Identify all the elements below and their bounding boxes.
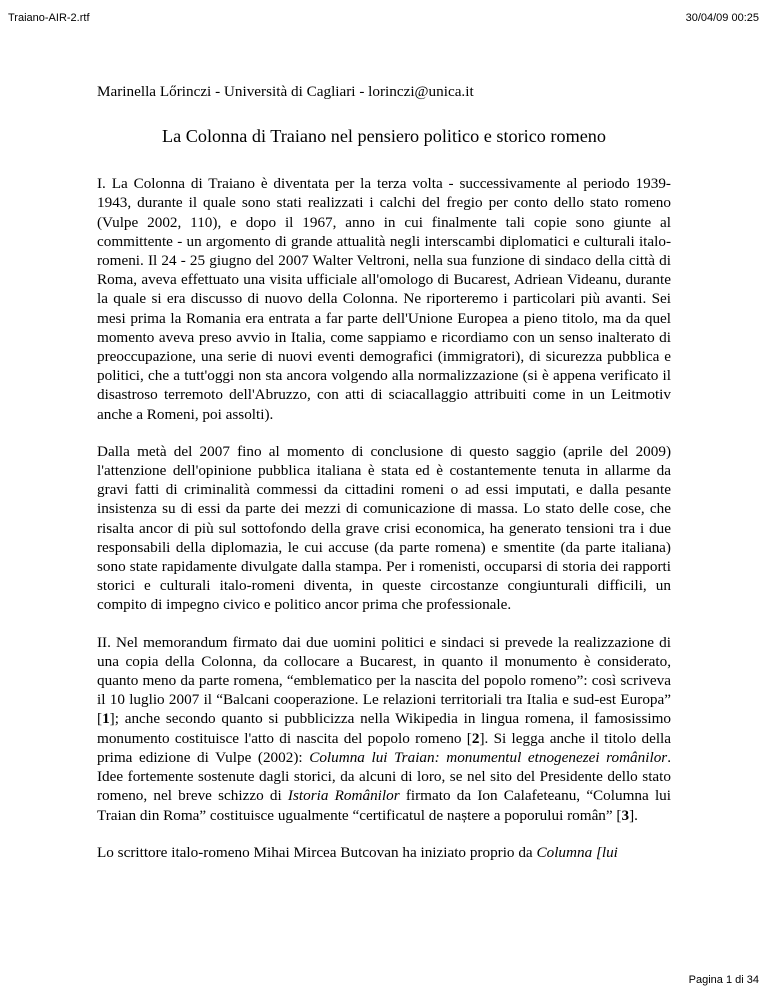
header-filename: Traiano-AIR-2.rtf [8, 12, 90, 24]
paragraph-1: I. La Colonna di Traiano è diventata per la terza volta - successivamente al periodo 1939-1943, durante il quale sono stati realizzati i calchi del fregio per conto dello stato romeno (Vulpe 2002, 110), e dopo il 1967, anno in cui finalmente tali copie sono giunte al committente - un argomento di grande attualità negli interscambi diplomatici e culturali italo-romeni. Il 24 - 25 giugno del 2007 Walter Veltroni, nella sua funzione di sindaco della città di Roma, aveva effettuato una visita ufficiale all'omologo di Bucarest, Adriean Videanu, durante la quale si era discusso di nuovo della Colonna. Ne riporteremo i particolari più avanti. Sei mesi prima la Romania era entrata a far parte dell'Unione Europea a pieno titolo, ma da quel momento aveva preso avvio in Italia, come sappiamo e ricordiamo con un senso inalterato di preoccupazione, una serie di nuovi eventi demografici (immigratori), di sicurezza pubblica e politici, che a tutt'oggi non sta ancora volgendo alla normalizzazione (si è appena verificato il disastroso terremoto dell'Abruzzo, con atti di sciacallaggio attribuiti come in un Leitmotiv anche a Romeni, poi assolti). [97, 175, 671, 423]
reference-marker: 2 [471, 729, 480, 747]
document-title: La Colonna di Traiano nel pensiero politico e storico romeno [162, 126, 606, 147]
italic-title: Columna lui Traian: monumentul etnogenezei românilor [309, 748, 668, 766]
reference-marker: 3 [621, 806, 630, 824]
print-header [0, 0, 768, 26]
text-run: Lo scrittore italo-romeno Mihai Mircea Butcovan ha iniziato proprio da [97, 843, 537, 861]
text-run: . Idee fortemente sostenute dagli storici, da alcuni di loro, se nel sito del Presidente dello stato romeno, nel breve schizzo di [97, 748, 671, 805]
page-number: Pagina 1 di 34 [688, 974, 759, 986]
paragraph-2: Dalla metà del 2007 fino al momento di conclusione di questo saggio (aprile del 2009) l'attenzione dell'opinione pubblica italiana è stata ed è costantemente tenuta in allarme da gravi fatti di criminalità commessi da cittadini romeni o ad essi imputati, e dalla pesante insistenza su di essi da parte dei mezzi di comunicazione di massa. Lo stato delle cose, che risalta ancor di più sul sottofondo della grave crisi economica, ha generato tensioni tra i due responsabili della diplomazia, le cui accuse (da parte romena) e smentite (da parte italiana) sono state rapidamente divulgate dalla stampa. Per i romenisti, occuparsi di storia dei rapporti storici e culturali italo-romeni diventa, in queste circostanze congiunturali difficili, un compito di impegno civico e politico ancor prima che professionale. [97, 442, 671, 614]
text-run: ]; anche secondo quanto si pubblicizza nella Wikipedia in lingua romena, il famosissimo monumento costituisce l'atto di nascita del popolo romeno [ [97, 710, 671, 747]
text-run: firmato da Ion Calafeteanu, “Columna lui Traian din Roma” costituisce ugualmente “certificatul de naștere a poporului român” [ [97, 787, 671, 824]
text-run: II. Nel memorandum firmato dai due uomini politici e sindaci si prevede la realizzazione di una copia della Colonna, da collocare a Bucarest, in quanto il monumento è considerato, quanto meno da parte romena, “emblematico per la nascita del popolo romeno”: così scriveva il 10 luglio 2007 il “Balcani cooperazione. Le relazioni territoriali tra Italia e sud-est Europa” [ [97, 633, 671, 728]
italic-title: Istoria Românilor [287, 787, 400, 805]
text-run: ]. [629, 806, 638, 824]
paragraph-4 [97, 843, 671, 862]
document-body [97, 82, 671, 880]
header-datetime: 30/04/09 00:25 [685, 12, 759, 24]
text-run: ]. Si legga anche il titolo della prima edizione di Vulpe (2002): [97, 729, 672, 766]
author-line: Marinella Lőrinczi - Università di Cagliari - lorinczi@unica.it [97, 83, 474, 100]
paragraph-3 [97, 633, 671, 825]
reference-marker: 1 [102, 710, 110, 728]
italic-title: Columna [lui [536, 843, 618, 861]
